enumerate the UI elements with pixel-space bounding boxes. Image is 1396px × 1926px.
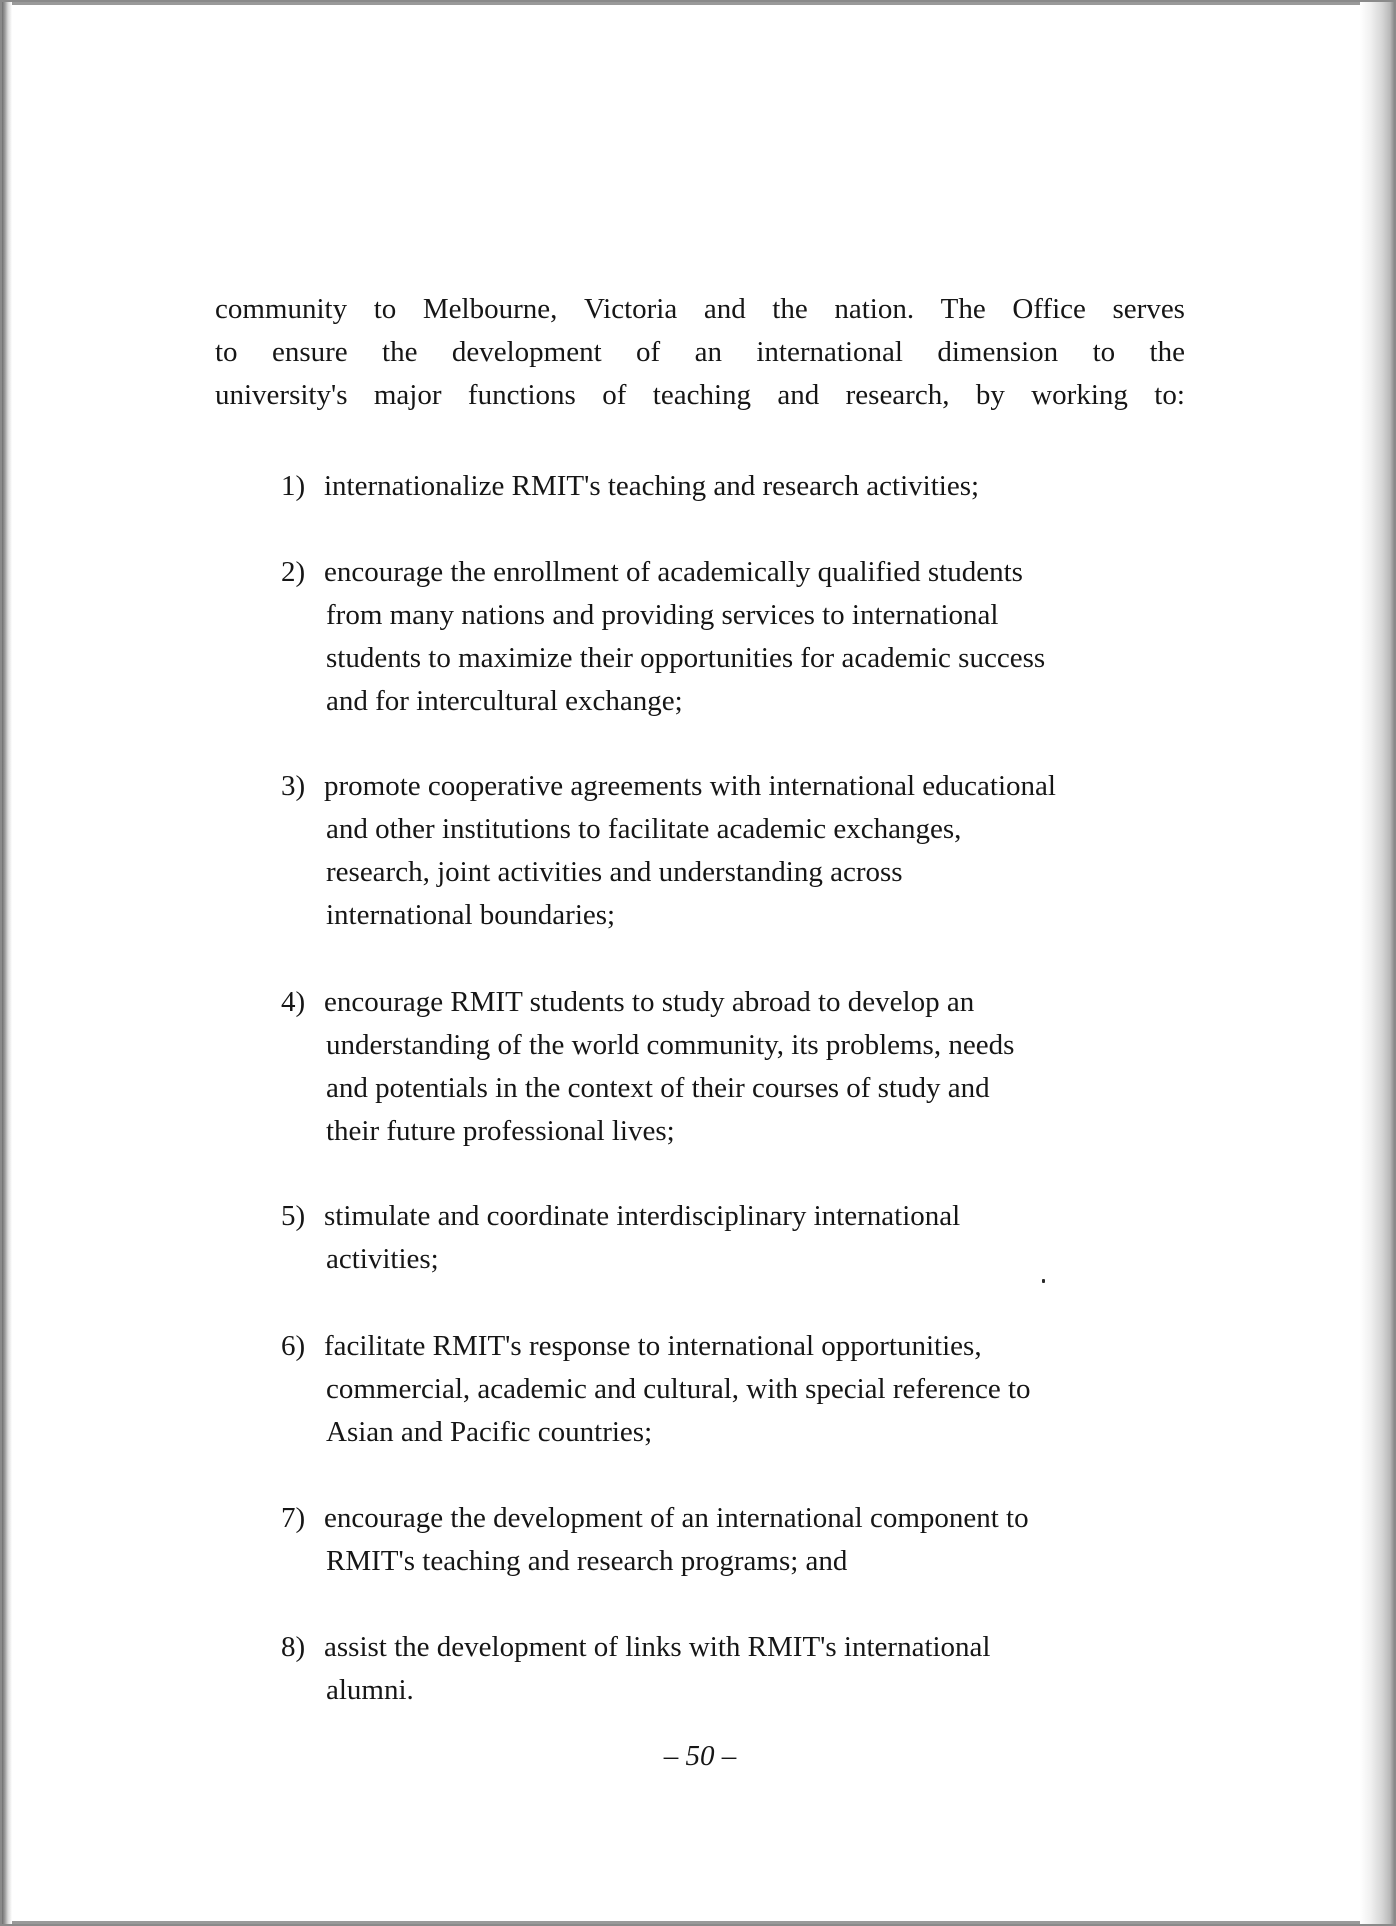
intro-word: and: [703, 293, 746, 325]
scan-speck: [1042, 1279, 1045, 1283]
list-number: 5): [281, 1200, 306, 1232]
intro-line: [215, 331, 1185, 374]
list-line: encourage the development of an international component to: [324, 1502, 1029, 1534]
list-line: understanding of the world community, its problems, needs: [326, 1029, 1015, 1061]
intro-word: the: [382, 336, 418, 368]
list-number: 3): [281, 770, 306, 802]
intro-word: university's: [215, 379, 348, 411]
list-item-3: [281, 765, 1056, 937]
list-line: students to maximize their opportunities for academic success: [326, 642, 1046, 674]
list-item-4: [281, 981, 1014, 1153]
intro-word: working: [1031, 379, 1128, 411]
page-number: – 50 –: [663, 1740, 737, 1772]
list-line: and for intercultural exchange;: [326, 685, 683, 717]
list-line: encourage RMIT students to study abroad to develop an: [324, 986, 975, 1018]
list-line: their future professional lives;: [326, 1115, 675, 1147]
intro-word: nation.: [834, 293, 915, 325]
list-line: facilitate RMIT's response to international opportunities,: [324, 1330, 982, 1362]
intro-word: dimension: [937, 336, 1059, 368]
list-line: international boundaries;: [326, 899, 616, 931]
list-line: Asian and Pacific countries;: [326, 1416, 653, 1448]
intro-word: Melbourne,: [422, 293, 558, 325]
page-edge-right: [1360, 2, 1394, 1924]
list-line: RMIT's teaching and research programs; and: [326, 1545, 848, 1577]
list-item-7: [281, 1497, 1029, 1583]
list-line: internationalize RMIT's teaching and research activities;: [324, 470, 980, 502]
intro-word: teaching: [652, 379, 751, 411]
intro-word: to: [373, 293, 397, 325]
list-item-8: [281, 1626, 991, 1712]
intro-word: to: [215, 336, 238, 368]
intro-word: major: [373, 379, 442, 411]
list-number: 2): [281, 556, 306, 588]
intro-line: [215, 288, 1185, 331]
intro-word: to: [1092, 336, 1116, 368]
list-item-6: [281, 1325, 1031, 1454]
intro-word: functions: [467, 379, 576, 411]
page-edge-left: [2, 2, 12, 1924]
intro-word: community: [215, 293, 348, 325]
page-edge-top: [2, 2, 1394, 5]
intro-word: international: [756, 336, 903, 368]
list-line: stimulate and coordinate interdisciplinary international: [324, 1200, 961, 1232]
intro-line: [215, 374, 1185, 417]
intro-word: ensure: [271, 336, 348, 368]
intro-word: The: [940, 293, 986, 325]
list-number: 1): [281, 470, 306, 502]
intro-word: development: [451, 336, 602, 368]
list-line: promote cooperative agreements with international educational: [324, 770, 1056, 802]
intro-word: the: [772, 293, 808, 325]
list-item-1: [281, 465, 979, 508]
list-line: research, joint activities and understanding across: [326, 856, 903, 888]
list-line: activities;: [326, 1243, 439, 1275]
intro-word: by: [975, 379, 1005, 411]
list-number: 6): [281, 1330, 306, 1362]
list-line: alumni.: [326, 1674, 414, 1706]
intro-word: of: [602, 379, 627, 411]
intro-word: of: [636, 336, 661, 368]
page-edge-bottom: [2, 1921, 1394, 1924]
intro-word: the: [1149, 336, 1185, 368]
intro-word: Office: [1012, 293, 1086, 325]
list-line: encourage the enrollment of academically qualified students: [324, 556, 1023, 588]
intro-word: Victoria: [583, 293, 678, 325]
list-item-2: [281, 551, 1045, 723]
intro-word: serves: [1112, 293, 1185, 325]
list-number: 8): [281, 1631, 306, 1663]
list-line: and other institutions to facilitate academic exchanges,: [326, 813, 962, 845]
intro-word: to:: [1154, 379, 1185, 411]
intro-word: research,: [845, 379, 950, 411]
intro-word: and: [777, 379, 820, 411]
list-item-5: [281, 1195, 960, 1281]
list-line: assist the development of links with RMIT's international: [324, 1631, 991, 1663]
intro-word: an: [694, 336, 722, 368]
list-line: and potentials in the context of their courses of study and: [326, 1072, 990, 1104]
list-line: commercial, academic and cultural, with special reference to: [326, 1373, 1031, 1405]
list-line: from many nations and providing services to international: [326, 599, 999, 631]
list-number: 7): [281, 1502, 306, 1534]
list-number: 4): [281, 986, 306, 1018]
intro-paragraph: [215, 288, 1185, 417]
